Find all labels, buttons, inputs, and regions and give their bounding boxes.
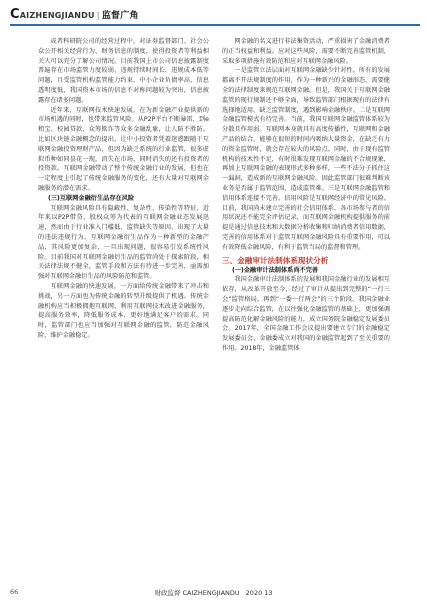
paragraph: 互联网金融的快速发展，一方面给传统金融带来了冲击和挑战，另一方面也为传统金融的转型升级提供了机遇。传统金融机构应当积极拥抱互联网，利用互联网技术改进金融服务，提高服务效率，降低服务成本，更好地满足客户的需求。同时，监管部门也应当加强对互联网金融的监管，防范金融风险，维护金融稳定。 bbox=[38, 282, 209, 339]
paragraph: 一是监管立法层面对互联网金融缺少针对性。所有的发展都离不开法规制度的作用，作为一种新兴的金融形态，需要健全的法律制度来规范互联网金融。但是，我国关于互联网金融监管的现行规制还不够全面，导致监管部门根据现有的法律有选择地适用，缺乏监管制度，遇到影响金融秩序。二是互联网金融监管模式有待完善。当前，我国互联网金融监管体系较为分散且作用弱。互联网本身就具有高度传播性，互联网和金融产品的结合，能够在很短的时间内吸纳大量资金，在缺乏有力的资金监管时，就会存在较大的风险点。同时，由于现有监管机构的技术性不足，有时很难发现互联网金融的不合规现象，再加上互联网金融的表现形式多种多样，一些不法分子抓住这一漏洞，造成新的互联网金融风险。因此监管部门很难判断该业务是否属于监管范围，造成监管难。三是互联网金融监管和信用体系连接不完善。信用风险是互联网经济中的常见风险。目前，我国尚未建立完善的社会信用体系，各市场参与者的信用状况还不能完全评估记录，而互联网金融机构提供服务的前提是通过信息技术和大数据分析收集和归纳消费者信用数据，完善的信用体系对于监管互联网金融风险具有重要作用，可以有效降低金融风险，有利于监管当局的监督和管理。 bbox=[222, 67, 390, 251]
section-title: 三、金融审计法制体系现状分析 bbox=[222, 255, 329, 265]
brand-logo bbox=[10, 7, 139, 22]
magazine-name: 财政监督 CAIZHENGJIANDU bbox=[154, 589, 240, 597]
brand-initial: C bbox=[10, 7, 20, 22]
brand-separator: | bbox=[96, 11, 100, 20]
page-number: 66 bbox=[10, 588, 19, 596]
brand-name: AIZHENGJIANDU bbox=[19, 11, 95, 20]
subsection-heading: (三)互联网金融衍生品存在风险 bbox=[48, 194, 135, 202]
left-column bbox=[38, 37, 209, 341]
paragraph: 或者科研院公司的经营过程中，对证券监督部门、社会公众公开相关经营行为、财务信息的制度，使得投资者等利益相关人可以充分了解公司情况。目前我国上市公司信息披露制度普遍存在市场监管力度较弱，违规持续时间长、违规成本低等问题，且受监管机构监管能力约束，中小企业负债率高、信息透明度低，我国资本市场的信息不对称问题较为突出，信息披露存在诸多问题。 bbox=[38, 38, 209, 104]
footer-info bbox=[0, 588, 427, 597]
header-rule bbox=[10, 24, 420, 26]
paragraph: 我国金融审计法制体系的发展和我国金融行业的发展相互依存，从改革开放至今，经过了审计从提出到完整的“一行三会”监管格局，再到“一委一行两会”的三个阶段。我国金融业逐步走向综合监管，在以往强化金融监管的基础上，更加强调提高防范化解金融风险的能力，成立国务院金融稳定发展委员会。2017年，全国金融工作会议提出要建立专门的金融稳定发展委员会，金融委成立对我国的金融监管起到了至关重要的作用。2018年，金融监管体 bbox=[222, 276, 390, 352]
subsection-heading: (一)金融审计法制体系尚不完善 bbox=[232, 266, 319, 274]
issue-number: 2020 13 bbox=[245, 589, 273, 597]
paragraph: 近年来，互联网技术快速发展，在为新金融产业提供新的市场机遇的同时，也带来监管风险。从P2P平台不断暴雷，到e租宝、校园贷款、众筹欺诈等众多金融乱象，让人防不胜防。比如区块链金融概念的提出，让中小投资者凭着迷惑跟随于互联网金融投资理财产品，但因为缺乏系统的行业监管，很多虚拟币种如同昙花一现，消失在市场，同时消失的还有投资者的投资款。互联网金融带动了整个传统金融行业的发展，但也在一定程度上引起了传统金融服务的变化，还有大量对互联网金融服务的潜在需求。 bbox=[38, 106, 209, 192]
paragraph: 网金融的名义进行非法集资活动，严重损害了金融消费者的正当权益和利益。应对这些风险，需要不断完善监管机制，采取多项措施有效防范和应对互联网金融风险。 bbox=[222, 38, 390, 65]
page-footer bbox=[0, 588, 427, 604]
column-name: 监督广角 bbox=[101, 11, 139, 21]
paragraph: 互联网金融风险具有隐蔽性、复杂性、传染性等特征，近年来以P2P借贷、股权众筹为代表的互联网金融业态发展迅速，然而由于行业准入门槛低、监管缺失等原因，出现了大量的违法违规行为。互联网金融衍生品作为一种新型的金融产品，其风险更加复杂，一旦出现问题，很容易引发系统性风险。目前我国对互联网金融衍生品的监管尚处于探索阶段，相关法律法规不健全，监管手段和方法有待进一步完善，亟需加强对互联网金融衍生品的风险防范和监管。 bbox=[38, 204, 209, 281]
right-column bbox=[222, 37, 390, 354]
article-body bbox=[0, 37, 427, 582]
page-header bbox=[0, 0, 427, 36]
